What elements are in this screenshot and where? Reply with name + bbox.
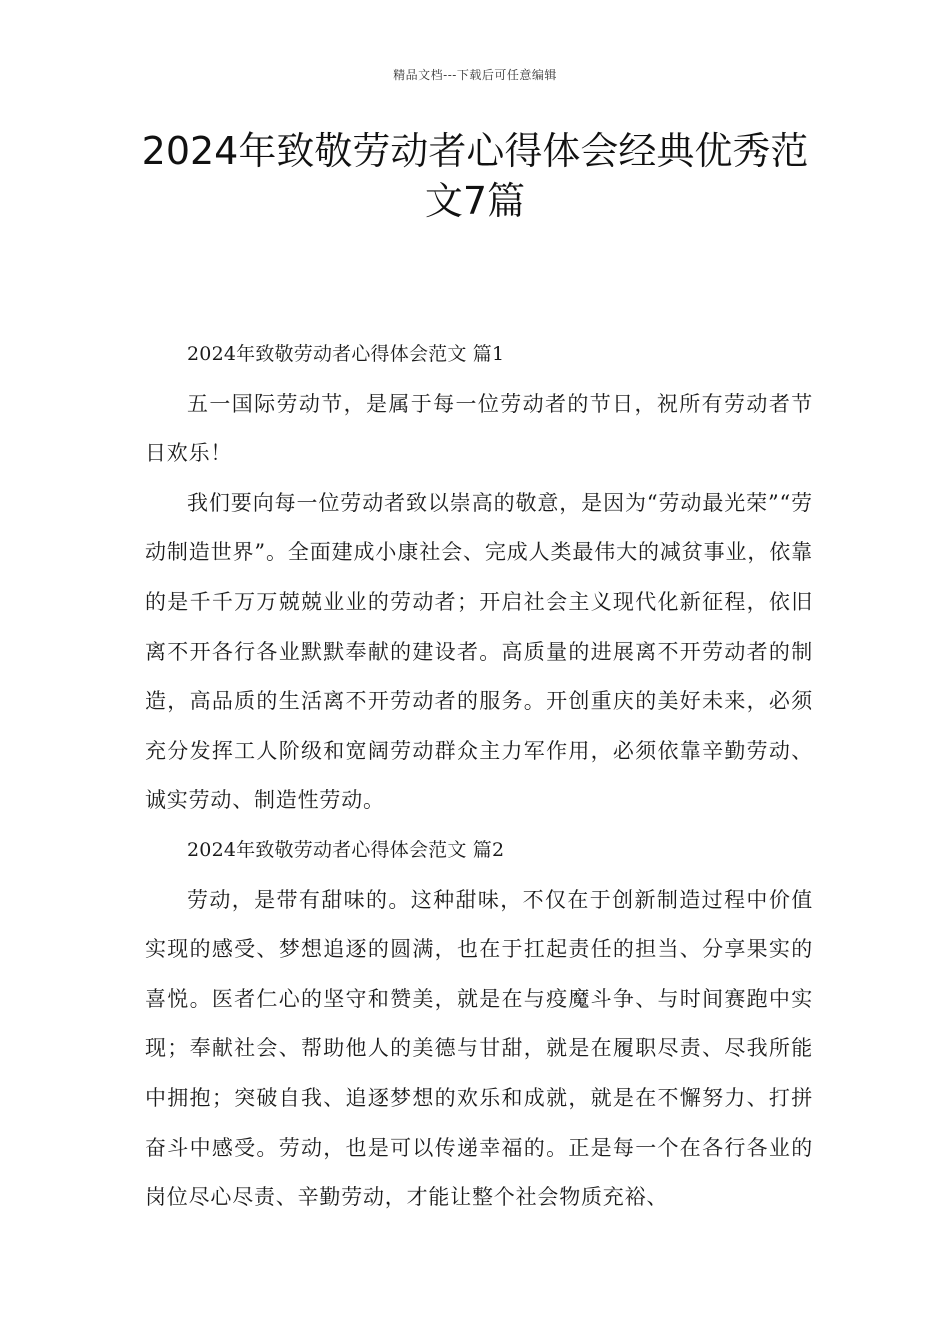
document-title — [120, 126, 830, 226]
document-title-line-1: 2024年致敬劳动者心得体会经典优秀范 — [141, 129, 809, 173]
paragraph: 劳动，是带有甜味的。这种甜味，不仅在于创新制造过程中价值实现的感受、梦想追逐的圆满，也在于扛起责任的担当、分享果实的喜悦。医者仁心的坚守和赞美，就是在与疫魔斗争、与时间赛跑中实现；奉献社会、帮助他人的美德与甘甜，就是在履职尽责、尽我所能中拥抱；突破自我、追逐梦想的欢乐和成就，就是在不懈努力、打拼奋斗中感受。劳动，也是可以传递幸福的。正是每一个在各行各业的岗位尽心尽责、辛勤劳动，才能让整个社会物质充裕、 — [145, 887, 813, 1210]
header-note: 精品文档---下载后可任意编辑 — [393, 68, 557, 82]
section-heading-2: 2024年致敬劳动者心得体会范文 篇2 — [187, 838, 505, 861]
section-heading-1: 2024年致敬劳动者心得体会范文 篇1 — [187, 343, 505, 365]
document-title-line-2: 文7篇 — [424, 179, 526, 223]
paragraph: 我们要向每一位劳动者致以崇高的敬意，是因为“劳动最光荣”“劳动制造世界”。全面建成小康社会、完成人类最伟大的减贫事业，依靠的是千千万万兢兢业业的劳动者；开启社会主义现代化新征程，依旧离不开各行各业默默奉献的建设者。高质量的进展离不开劳动者的制造，高品质的生活离不开劳动者的服务。开创重庆的美好未来，必须充分发挥工人阶级和宽阔劳动群众主力军作用，必须依靠辛勤劳动、诚实劳动、制造性劳动。 — [145, 490, 813, 813]
document-body — [145, 330, 813, 1223]
paragraph: 五一国际劳动节，是属于每一位劳动者的节日，祝所有劳动者节日欢乐！ — [145, 391, 813, 466]
